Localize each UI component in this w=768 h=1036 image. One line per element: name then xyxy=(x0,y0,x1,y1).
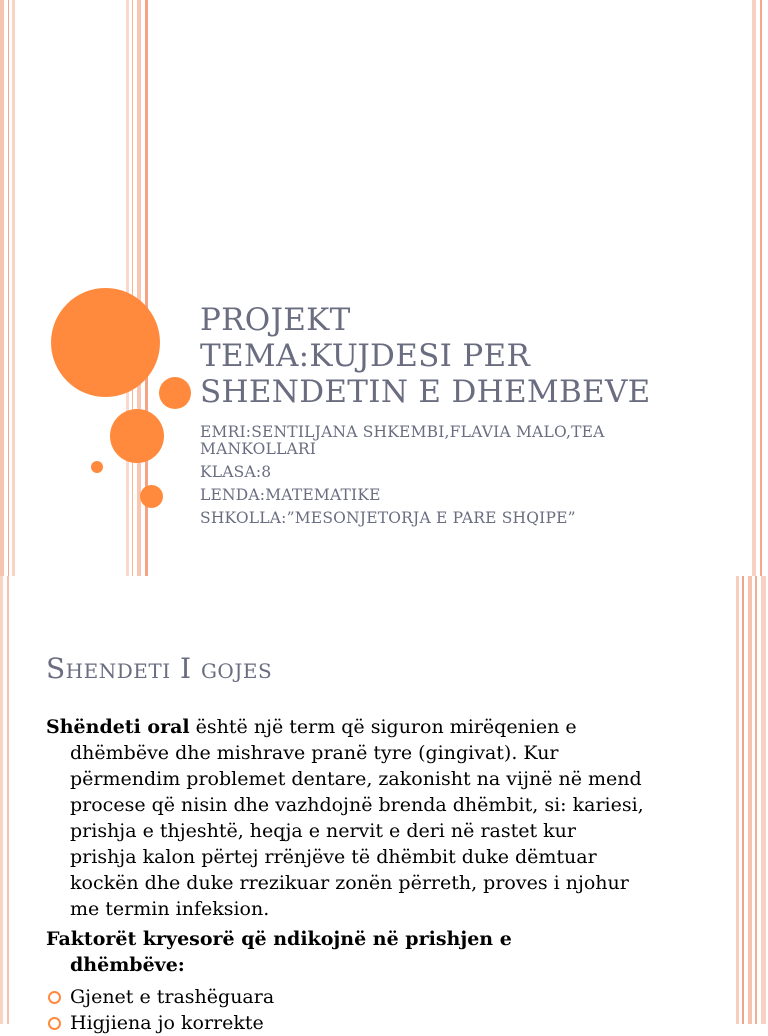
oral-health-paragraph xyxy=(46,714,646,922)
decorative-circle-medium xyxy=(110,409,164,463)
slide-title-line: SHENDETIN E DHEMBEVE xyxy=(200,374,651,410)
paragraph-line: kockën dhe duke rrezikuar zonën përreth, proves i njohur xyxy=(70,872,629,894)
paragraph-line: procese që nisin dhe vazhdojnë brenda dhëmbit, si: kariesi, xyxy=(70,794,644,816)
factors-heading xyxy=(46,926,646,978)
paragraph-line: përmendim problemet dentare, zakonisht na vijnë në mend xyxy=(70,768,642,790)
slide-title-line: PROJEKT xyxy=(200,302,351,338)
paragraph-line: prishja kalon përtej rrënjëve të dhëmbit duke dëmtuar xyxy=(70,846,597,868)
slide-subtitle xyxy=(200,424,605,527)
decorative-stripe xyxy=(755,576,757,1024)
decorative-stripe xyxy=(8,0,9,576)
paragraph-text: është një term që siguron mirëqenien e xyxy=(189,716,577,738)
paragraph-line: prishja e thjeshtë, heqja e nervit e deri në rastet kur xyxy=(70,820,576,842)
decorative-stripe xyxy=(7,576,9,1024)
factors-heading-line: dhëmbëve: xyxy=(70,954,185,976)
factors-heading-line: Faktorët kryesorë që ndikojnë në prishjen e xyxy=(46,928,512,950)
class-line: KLASA:8 xyxy=(200,463,272,481)
list-item: Higjiena jo korrekte xyxy=(70,1012,264,1034)
slide-title-line: TEMA:KUJDESI PER xyxy=(200,338,531,374)
decorative-stripe xyxy=(137,0,141,576)
decorative-circle-small xyxy=(140,485,163,508)
slide-heading: Shendeti I gojes xyxy=(46,652,273,685)
decorative-circle-small xyxy=(159,377,191,409)
list-item: Gjenet e trashëguara xyxy=(70,986,275,1008)
paragraph-line xyxy=(46,714,646,740)
decorative-stripe xyxy=(748,576,752,1024)
authors-line: MANKOLLARI xyxy=(200,440,317,458)
decorative-circle-large xyxy=(51,288,160,397)
decorative-stripe xyxy=(12,0,15,576)
paragraph-line: me termin infeksion. xyxy=(70,898,270,920)
subject-line: LENDA:MATEMATIKE xyxy=(200,486,381,504)
slide-title xyxy=(200,302,651,410)
school-line: SHKOLLA:”MESONJETORJA E PARE SHQIPE” xyxy=(200,509,576,527)
bullet-icon xyxy=(48,991,61,1004)
bold-term: Shëndeti oral xyxy=(46,716,190,738)
decorative-stripe xyxy=(132,0,133,576)
paragraph-line: dhëmbëve dhe mishrave pranë tyre (gingivat). Kur xyxy=(70,742,559,764)
decorative-stripe xyxy=(752,0,756,576)
decorative-stripe xyxy=(0,0,4,576)
decorative-stripe xyxy=(0,576,3,1024)
authors-line: EMRI:SENTILJANA SHKEMBI,FLAVIA MALO,TEA xyxy=(200,423,605,441)
decorative-circle-tiny xyxy=(91,461,103,473)
decorative-stripe xyxy=(736,576,739,1024)
decorative-stripe xyxy=(126,0,129,576)
decorative-stripe xyxy=(761,576,766,1024)
decorative-stripe xyxy=(742,576,744,1024)
decorative-stripe xyxy=(760,0,762,576)
